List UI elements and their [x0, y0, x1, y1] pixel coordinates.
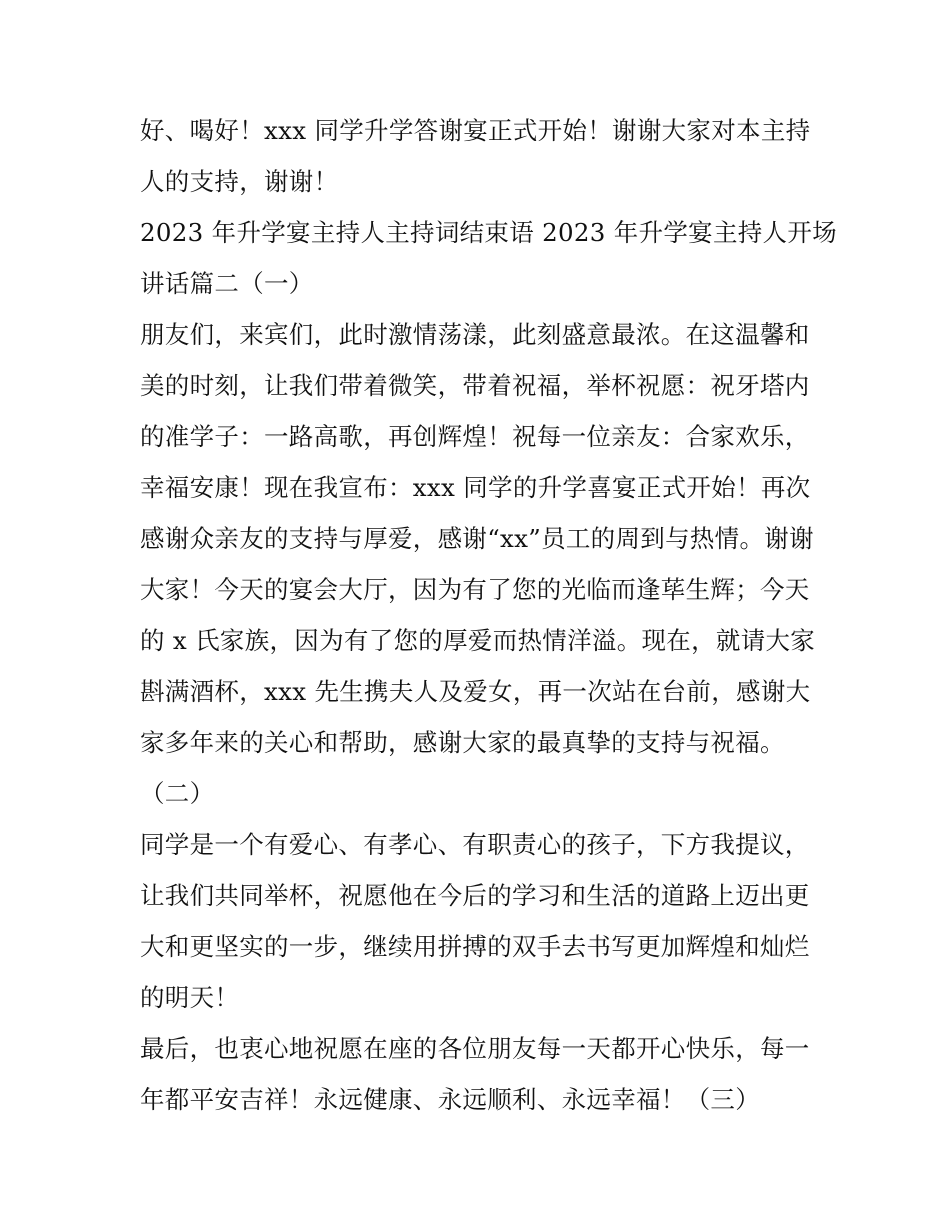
text-line-20: 年都平安吉祥！永远健康、永远顺利、永远幸福！（三）	[140, 1085, 760, 1114]
text-line-17: 大和更坚实的一步，继续用拼搏的双手去书写更加辉煌和灿烂	[140, 932, 810, 961]
text-line-14: （二）	[140, 779, 215, 808]
text-line-11: 的 x 氏家族，因为有了您的厚爱而热情洋溢。现在，就请大家	[140, 626, 816, 655]
text-line-12: 斟满酒杯，xxx 先生携夫人及爱女，再一次站在台前，感谢大	[140, 677, 811, 706]
document-body	[140, 105, 837, 1125]
text-line-18: 的明天！	[140, 983, 240, 1012]
text-line-1: 好、喝好！xxx 同学升学答谢宴正式开始！谢谢大家对本主持	[140, 116, 811, 145]
text-line-4: 讲话篇二（一）	[140, 269, 314, 298]
text-line-5: 朋友们，来宾们，此时激情荡漾，此刻盛意最浓。在这温馨和	[140, 320, 810, 349]
text-line-7: 的准学子：一路高歌，再创辉煌！祝每一位亲友：合家欢乐，	[140, 422, 810, 451]
text-line-9: 感谢众亲友的支持与厚爱，感谢“xx”员工的周到与热情。谢谢	[140, 524, 814, 553]
text-line-10: 大家！今天的宴会大厅，因为有了您的光临而逢荜生辉；今天	[140, 575, 810, 604]
text-line-6: 美的时刻，让我们带着微笑，带着祝福，举杯祝愿：祝牙塔内	[140, 371, 810, 400]
text-line-2: 人的支持，谢谢！	[140, 167, 339, 196]
text-line-16: 让我们共同举杯，祝愿他在今后的学习和生活的道路上迈出更	[140, 881, 810, 910]
text-line-3: 2023 年升学宴主持人主持词结束语 2023 年升学宴主持人开场	[140, 218, 837, 247]
text-line-15: 同学是一个有爱心、有孝心、有职责心的孩子，下方我提议，	[140, 830, 810, 859]
text-line-13: 家多年来的关心和帮助，感谢大家的最真挚的支持与祝福。	[140, 728, 785, 757]
text-line-19: 最后，也衷心地祝愿在座的各位朋友每一天都开心快乐，每一	[140, 1034, 810, 1063]
text-line-8: 幸福安康！现在我宣布：xxx 同学的升学喜宴正式开始！再次	[140, 473, 811, 502]
